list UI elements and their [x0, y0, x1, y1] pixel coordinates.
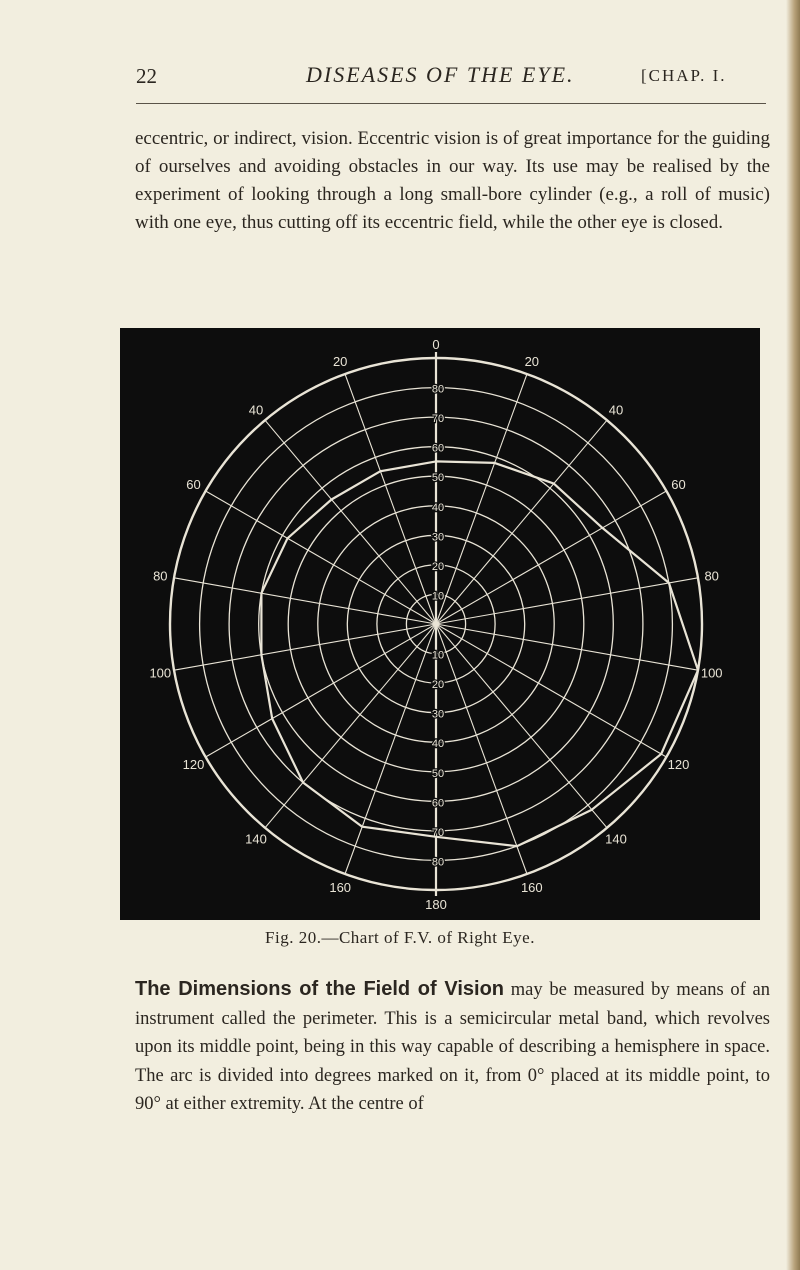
ring-label-top-50: 50 — [431, 472, 445, 485]
body-paragraph-2 — [135, 975, 770, 1119]
meridian-label-2: 40 — [608, 402, 624, 418]
page-number: 22 — [136, 64, 157, 88]
meridian-label-9: 180 — [425, 897, 447, 912]
ring-label-bottom-60: 60 — [431, 797, 445, 810]
perimeter-chart-svg — [120, 328, 760, 920]
meridian-label-14: 80 — [153, 568, 168, 584]
meridian-label-12: 120 — [182, 757, 205, 772]
ring-label-bottom-50: 50 — [431, 767, 445, 780]
ring-label-bottom-80: 80 — [431, 856, 445, 869]
page-edge-shadow — [786, 0, 800, 1270]
ring-label-top-30: 30 — [431, 531, 445, 544]
meridian-label-6: 120 — [667, 757, 690, 772]
page-header — [136, 56, 768, 88]
visual-field-boundary — [261, 461, 698, 846]
ring-label-bottom-20: 20 — [431, 679, 445, 692]
meridian-label-8: 160 — [520, 880, 543, 896]
meridian-label-11: 140 — [245, 831, 267, 847]
ring-label-bottom-40: 40 — [431, 738, 445, 751]
figure-caption: Fig. 20.—Chart of F.V. of Right Eye. — [265, 928, 535, 947]
meridian-label-5: 100 — [700, 665, 723, 681]
ring-label-bottom-30: 30 — [431, 708, 445, 721]
meridian-label-17: 20 — [332, 353, 348, 369]
ring-label-bottom-70: 70 — [431, 826, 445, 839]
meridian-label-16: 40 — [248, 402, 264, 418]
meridian-label-1: 20 — [524, 353, 540, 369]
field-of-vision-chart — [120, 328, 760, 920]
body-paragraph-1: eccentric, or indirect, vision. Eccentric vision is of great importance for the guiding of ourselves and avoiding obstacles in our way. Its use may be realised by the experiment of looking through a long small-bore cylinder (e.g., a roll of music) with one eye, thus cutting off its eccentric field, while the other eye is closed. — [135, 128, 770, 233]
meridian-label-3: 60 — [671, 477, 686, 492]
chapter-label: [CHAP. I. — [641, 66, 727, 85]
meridian-label-15: 60 — [186, 477, 201, 492]
header-rule — [136, 103, 766, 104]
meridian-label-13: 100 — [149, 665, 172, 681]
ring-label-top-40: 40 — [431, 501, 445, 514]
section-text: may be measured by means of an instrument called the perimeter. This is a semicircular metal band, which revolves upon its middle point, being in this way capable of describing a hemisphere in space. The arc is divided into degrees marked on it, from 0° placed at its middle point, to 90° at either extremity. At the centre of — [135, 980, 770, 1114]
section-heading: The Dimensions of the Field of Vision — [135, 978, 504, 1000]
meridian-label-10: 160 — [329, 880, 352, 896]
meridian-label-4: 80 — [704, 568, 719, 584]
ring-label-top-70: 70 — [431, 413, 445, 426]
ring-label-top-60: 60 — [431, 442, 445, 455]
ring-label-top-80: 80 — [431, 383, 445, 396]
meridian-label-7: 140 — [605, 831, 627, 847]
meridian-label-0: 0 — [432, 337, 440, 352]
ring-label-top-20: 20 — [431, 560, 445, 573]
ring-label-top-10: 10 — [431, 590, 445, 603]
running-title: DISEASES OF THE EYE. — [306, 62, 575, 87]
ring-label-bottom-10: 10 — [431, 649, 445, 662]
